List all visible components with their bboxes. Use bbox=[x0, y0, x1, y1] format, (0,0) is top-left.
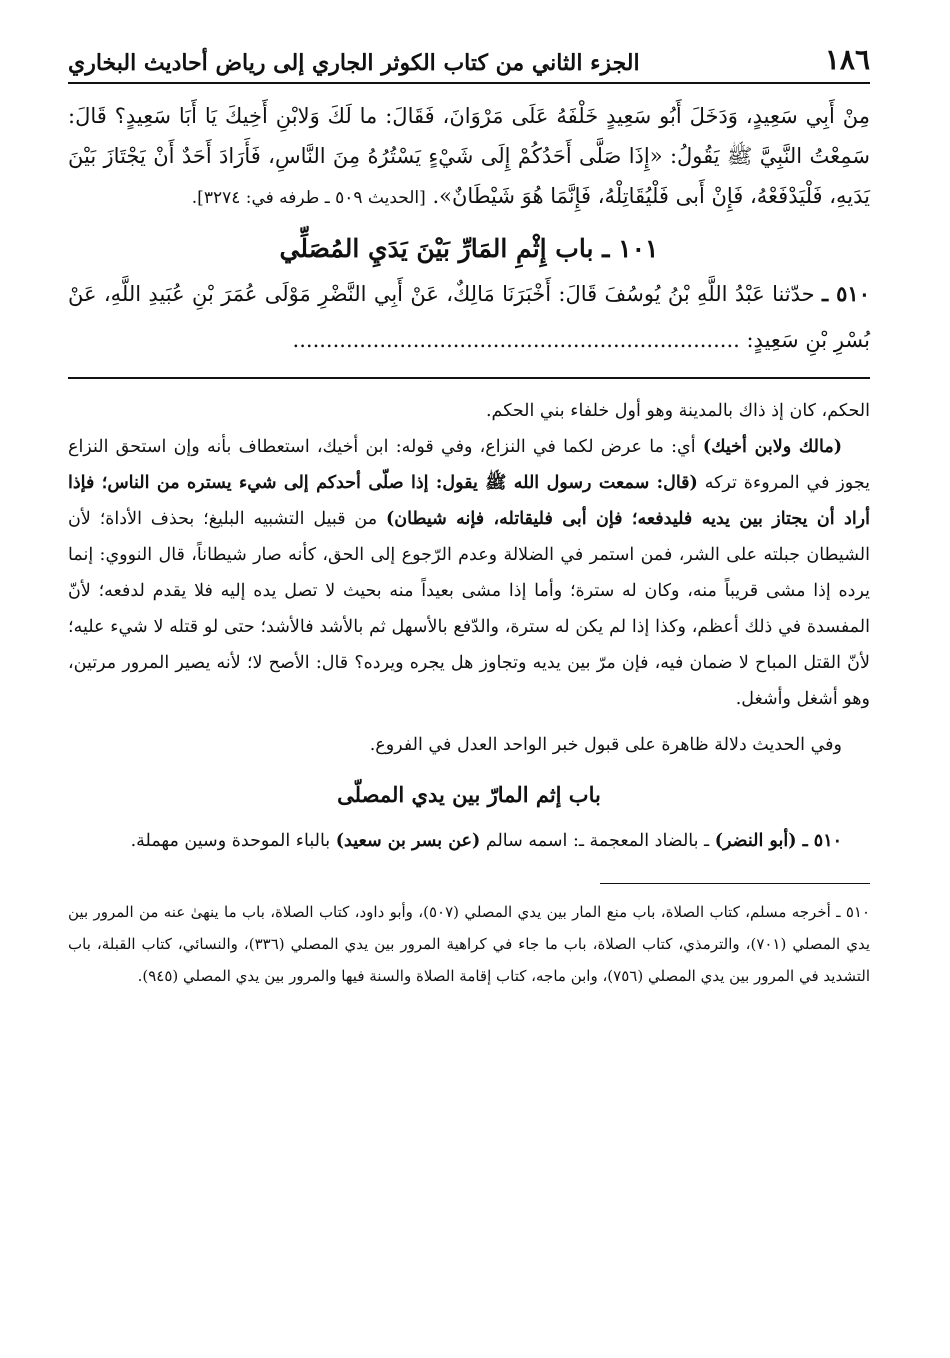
footnote-divider bbox=[600, 883, 870, 884]
hadith-510-number: ٥١٠ ـ bbox=[822, 281, 870, 306]
quoted-hadith: (قال: سمعت رسول الله ﷺ يقول: إذا صلّى أحدكم إلى شيء يستره من الناس؛ فإذا أراد أن يجتاز بين يديه فليدفعه؛ فإن أبى فليقاتله، فإنه شيطان) bbox=[68, 473, 870, 529]
commentary bbox=[68, 393, 870, 859]
page-number: ١٨٦ bbox=[824, 43, 870, 76]
quoted-phrase: ٥١٠ ـ (أبو النضر) bbox=[714, 831, 842, 851]
page-header bbox=[68, 34, 870, 84]
hadith-509-text: مِنْ أَبِي سَعِيدٍ، وَدَخَلَ أَبُو سَعِيدٍ خَلْفَهُ عَلَى مَرْوَانَ، فَقَالَ: ما لَكَ وَلابْنِ أَخِيكَ يَا أَبَا سَعِيدٍ؟ قَالَ: سَمِعْتُ النَّبِيَّ ﷺ يَقُولُ: «إِذَا صَلَّى أَحَدُكُمْ إِلَى شَيْءٍ يَسْتُرُهُ مِنَ النَّاسِ، فَأَرَادَ أَحَدٌ أَنْ يَجْتَازَ بَيْنَ يَدَيهِ، فَلْيَدْفَعْهُ، فَإِنْ أَبى فَلْيُقَاتِلْهُ، فَإِنَّمَا هُوَ شَيْطَانٌ». bbox=[68, 104, 870, 208]
chapter-title: ١٠١ ـ باب إِثْمِ المَارِّ بَيْنَ يَدَيِ المُصَلِّي bbox=[279, 234, 659, 263]
commentary-paragraph-3: وفي الحديث دلالة ظاهرة على قبول خبر الواحد العدل في الفروع. bbox=[369, 735, 842, 755]
commentary-paragraph-1: الحكم، كان إذ ذاك بالمدينة وهو أول خلفاء بني الحكم. bbox=[485, 401, 870, 421]
quoted-phrase: (عن بسر بن سعيد) bbox=[335, 831, 481, 851]
hadith-510-text: حدّثنا عَبْدُ اللَّهِ بْنُ يُوسُفَ قَالَ: أَخْبَرَنَا مَالِكٌ، عَنْ أَبِي النَّضْرِ مَوْلَى عُمَرَ بْنِ عُبَيدِ اللَّهِ، عَنْ بُسْرِ بْنِ سَعِيدٍ: bbox=[68, 282, 870, 352]
hadith-510-dots: ................................................................... bbox=[292, 328, 740, 352]
hadith-509-reference: [الحديث ٥٠٩ ـ طرفه في: ٣٢٧٤]. bbox=[191, 188, 426, 208]
hadith-509 bbox=[68, 96, 870, 216]
footnote: ٥١٠ ـ أخرجه مسلم، كتاب الصلاة، باب منع المار بين يدي المصلي (٥٠٧)، وأبو داود، كتاب الصلاة، باب ما ينهىٰ عنه من المرور بين يدي المصلي (٧٠١)، والترمذي، كتاب الصلاة، باب ما جاء في كراهية المرور بين يدي المصلي (٣٣٦)، والنسائي، كتاب القبلة، باب التشديد في المرور بين يدي المصلي (٧٥٦)، وابن ماجه، كتاب إقامة الصلاة والسنة فيها والمرور بين يدي المصلي (٩٤٥). bbox=[68, 903, 870, 985]
hadith-510 bbox=[68, 271, 870, 363]
commentary-paragraph-2: (مالك ولابن أخيك) أي: ما عرض لكما في النزاع، وفي قوله: ابن أخيك، استعطاف بأنه وإن استحق النزاع يجوز في المروءة تركه (قال: سمعت رسول الله ﷺ يقول: إذا صلّى أحدكم إلى شيء يستره من الناس؛ فإذا أراد أن يجتاز بين يديه فليدفعه؛ فإن أبى فليقاتله، فإنه شيطان) من قبيل التشبيه البليغ؛ بحذف الأداة؛ لأن الشيطان جبلته على الشر، فمن استمر في الضلالة وعدم الرّجوع إلى الحق، كأنه صار شيطاناً، قال النووي: إنما يرده إذا مشى قريباً منه، وكان له سترة؛ وأما إذا مشى بعيداً منه بحيث لا تصل يده إليه فلا يقدم لدفعه؛ لأنّ المفسدة في ذلك أعظم، وكذا إذا لم يكن له سترة، والدّفع بالأسهل ثم بالأشد فالأشد؛ حتى لو قتله لا شيء عليه؛ لأنّ القتل المباح لا ضمان فيه، فإن مرّ بين يديه وتجاوز هل يجره ويرده؟ قال: الأصح لا؛ لأنه يصير المرور مرتين، وهو أشغل وأشغل. bbox=[68, 437, 870, 709]
quoted-phrase: (مالك ولابن أخيك) bbox=[702, 437, 843, 457]
commentary-chapter-title: باب إثم المارّ بين يدي المصلّى bbox=[337, 782, 601, 807]
commentary-paragraph-4: ٥١٠ ـ (أبو النضر) ـ بالضاد المعجمة ـ: اسمه سالم (عن بسر بن سعيد) بالباء الموحدة وسين مهملة. bbox=[130, 831, 842, 851]
running-title: الجزء الثاني من كتاب الكوثر الجاري إلى رياض أحاديث البخاري bbox=[68, 50, 640, 76]
section-divider bbox=[68, 377, 870, 379]
book-page bbox=[68, 34, 870, 1358]
